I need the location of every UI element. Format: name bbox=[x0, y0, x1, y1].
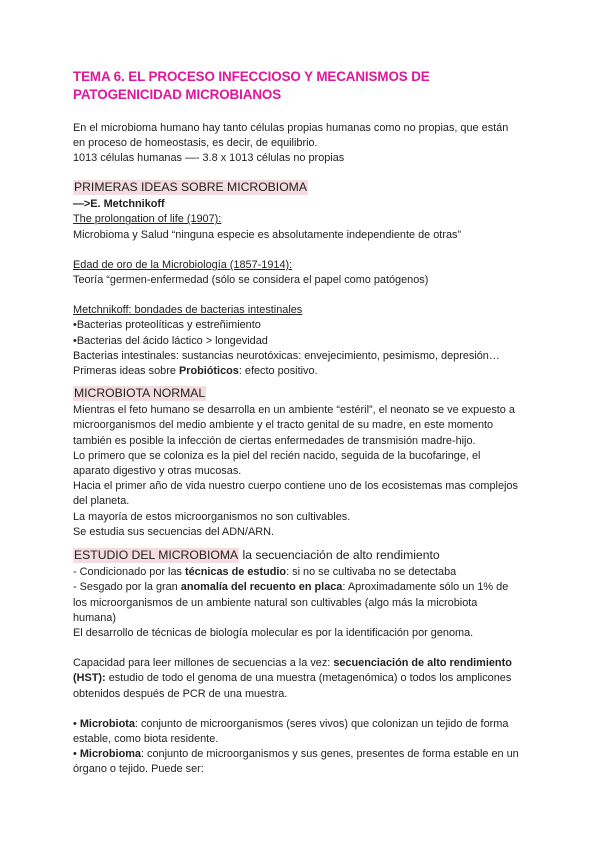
section-microbiota-normal bbox=[73, 386, 529, 540]
text-line: del planeta. bbox=[73, 495, 130, 508]
bullet-item: • Microbiota: conjunto de microorganismos (seres vivos) que colonizan un tejido de forma bbox=[73, 717, 509, 730]
text-line: Capacidad para leer millones de secuencias a la vez: secuenciación de alto rendimiento bbox=[73, 657, 512, 670]
text-line: Microbioma y Salud “ninguna especie es absolutamente independiente de otras” bbox=[73, 228, 462, 241]
text-line: aparato digestivo y otras mucosas. bbox=[73, 465, 242, 478]
text-line: microorganismos del medio ambiente y el tracto genital de su madre, en este momento bbox=[73, 419, 494, 432]
text-line: Bacterias intestinales: sustancias neurotóxicas: envejecimiento, pesimismo, depresión… bbox=[73, 349, 500, 362]
section-heading-rest: la secuenciación de alto rendimiento bbox=[239, 548, 440, 562]
author-line: —>E. Metchnikoff bbox=[73, 198, 165, 211]
section-heading: PRIMERAS IDEAS SOBRE MICROBIOMA bbox=[74, 180, 307, 194]
section-primeras-ideas bbox=[73, 180, 529, 379]
text-line: Hacia el primer año de vida nuestro cuerpo contiene uno de los ecosistemas mas complejos bbox=[73, 480, 518, 493]
bullet-item: •Bacterias proteolíticas y estreñimiento bbox=[73, 319, 261, 332]
text-line: obtenidos después de PCR de una muestra. bbox=[73, 687, 288, 700]
section-heading: ESTUDIO DEL MICROBIOMA bbox=[74, 548, 239, 562]
text-line: (HST): estudio de todo el genoma de una muestra (metagenómica) o todos los amplicones bbox=[73, 672, 512, 685]
text-line: Mientras el feto humano se desarrolla en un ambiente “estéril”, el neonato se ve expuesto a bbox=[73, 404, 515, 417]
text-line: también es posible la infección de ciertas enfermedades de transmisión madre-hijo. bbox=[73, 434, 476, 447]
subheading: Metchnikoff: bondades de bacterias intestinales bbox=[73, 304, 303, 317]
bullet-item: •Bacterias del ácido láctico > longevidad bbox=[73, 334, 268, 347]
text-line: Primeras ideas sobre Probióticos: efecto positivo. bbox=[73, 365, 318, 378]
intro-line: en proceso de homeostasis, es decir, de equilibrio. bbox=[73, 137, 318, 150]
title-line-1: TEMA 6. EL PROCESO INFECCIOSO Y MECANISMOS DE bbox=[73, 69, 430, 84]
intro-line: 1013 células humanas —- 3.8 x 1013 células no propias bbox=[73, 152, 345, 165]
title-line-2: PATOGENICIDAD MICROBIANOS bbox=[73, 87, 282, 102]
intro-paragraph bbox=[73, 121, 529, 167]
text-line: humana) bbox=[73, 611, 116, 624]
subheading: The prolongation of life (1907): bbox=[73, 213, 222, 226]
page-title bbox=[73, 68, 493, 104]
text-line: Se estudia sus secuencias del ADN/ARN. bbox=[73, 525, 274, 538]
intro-line: En el microbioma humano hay tanto células propias humanas como no propias, que están bbox=[73, 122, 509, 134]
text-line: los microorganismos de un ambiente natural son cultivables (algo más la microbiota bbox=[73, 596, 478, 609]
section-estudio-microbioma bbox=[73, 548, 529, 778]
text-line: Teoría “germen-enfermedad (sólo se considera el papel como patógenos) bbox=[73, 274, 429, 287]
text-line: órgano o tejido. Puede ser: bbox=[73, 763, 204, 776]
text-line: La mayoría de estos microorganismos no son cultivables. bbox=[73, 510, 351, 523]
text-line: estable, como biota residente. bbox=[73, 733, 219, 746]
text-line: - Sesgado por la gran anomalía del recuento en placa: Aproximadamente sólo un 1% de bbox=[73, 581, 509, 594]
section-heading: MICROBIOTA NORMAL bbox=[74, 386, 206, 400]
text-line: - Condicionado por las técnicas de estudio: si no se cultivaba no se detectaba bbox=[73, 566, 457, 579]
text-line: El desarrollo de técnicas de biología molecular es por la identificación por genoma. bbox=[73, 627, 474, 640]
bullet-item: • Microbioma: conjunto de microorganismos y sus genes, presentes de forma estable en un bbox=[73, 748, 519, 761]
text-line: Lo primero que se coloniza es la piel del recién nacido, seguida de la bucofaringe, el bbox=[73, 449, 481, 462]
subheading: Edad de oro de la Microbiología (1857-1914): bbox=[73, 258, 293, 271]
